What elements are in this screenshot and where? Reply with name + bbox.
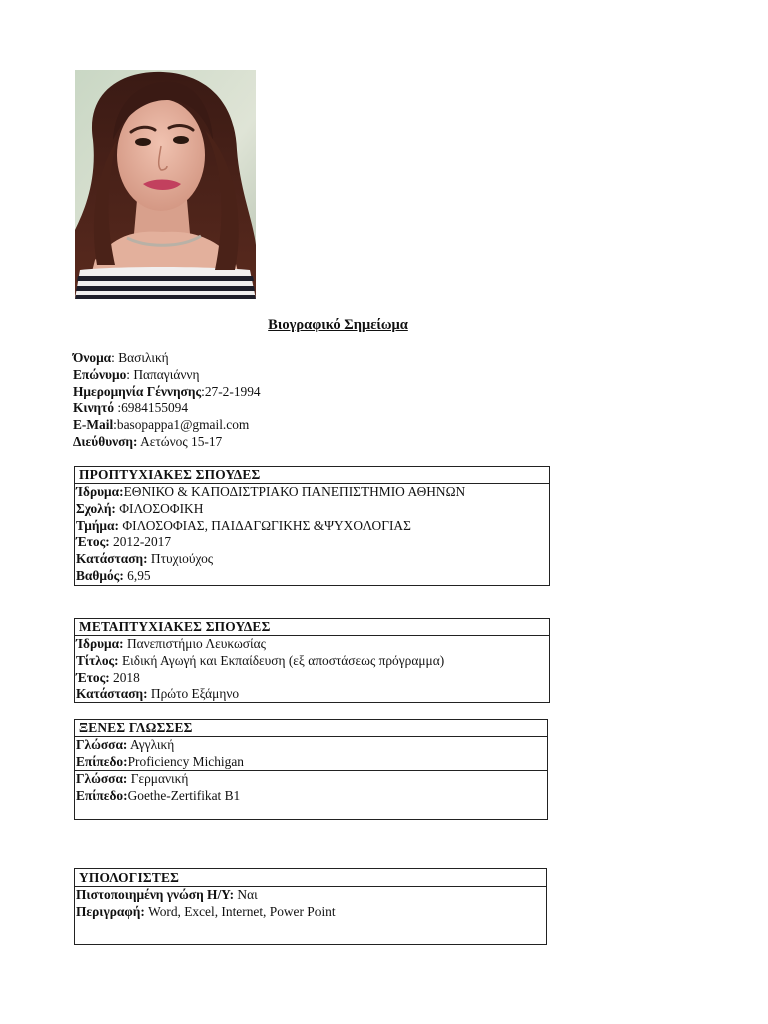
surname-label: Επώνυμο [73,366,127,382]
level-label: Επίπεδο: [76,753,128,769]
undergraduate-year-row [75,534,549,551]
undergraduate-grade-row [75,568,549,585]
birthdate-value: :27-2-1994 [201,383,261,399]
level-row [75,754,547,771]
language-row [75,771,547,788]
email-row [73,417,261,434]
languages-heading: ΞΕΝΕΣ ΓΛΩΣΣΕΣ [75,720,547,737]
surname-value: : Παπαγιάννη [126,366,200,382]
undergraduate-heading: ΠΡΟΠΤΥΧΙΑΚΕΣ ΣΠΟΥΔΕΣ [75,467,549,484]
description-label: Περιγραφή: [76,903,145,919]
school-value: ΦΙΛΟΣΟΦΙΚΗ [115,500,204,516]
level-label: Επίπεδο: [76,787,128,803]
birthdate-row [73,384,261,401]
department-value: ΦΙΛΟΣΟΦΙΑΣ, ΠΑΙΔΑΓΩΓΙΚΗΣ &ΨΥΧΟΛΟΓΙΑΣ [118,517,411,533]
email-value[interactable]: :basopappa1@gmail.com [113,417,250,433]
postgraduate-year-row [75,670,549,687]
certification-row [75,887,546,904]
undergraduate-studies-box [74,466,550,586]
languages-box [74,719,548,820]
undergraduate-department-row [75,518,549,535]
description-value: Word, Excel, Internet, Power Point [144,903,336,919]
level-value: Goethe-Zertifikat B1 [127,787,241,803]
address-label: Διεύθυνση: [73,433,138,449]
grade-label: Βαθμός: [76,567,124,583]
name-value: : Βασιλική [111,350,169,365]
language-label: Γλώσσα: [76,771,128,786]
language-value: Γερμανική [127,771,189,786]
postgraduate-status-row [75,686,549,703]
postgraduate-heading: ΜΕΤΑΠΤΥΧΙΑΚΕΣ ΣΠΟΥΔΕΣ [75,619,549,636]
postgraduate-institution-row [75,636,549,653]
certification-label: Πιστοποιημένη γνώση Η/Υ: [76,887,235,902]
status-label: Κατάσταση: [76,551,148,567]
name-label: Όνομα [73,350,112,365]
title-label: Τίτλος: [76,652,119,668]
grade-value: 6,95 [123,567,151,583]
level-value: Proficiency Michigan [127,753,244,769]
address-value: Αετώνος 15-17 [137,433,223,449]
document-title: Βιογραφικό Σημείωμα [268,317,408,333]
institution-value: Πανεπιστήμιο Λευκωσίας [123,636,266,651]
year-label: Έτος: [76,669,110,685]
mobile-row [73,400,261,417]
department-label: Τμήμα: [76,517,119,533]
computers-heading: ΥΠΟΛΟΓΙΣΤΕΣ [75,869,546,887]
undergraduate-school-row [75,501,549,518]
language-row [75,737,547,754]
language-value: Αγγλική [127,737,175,752]
level-row [75,788,547,805]
institution-label: Ίδρυμα: [76,484,124,499]
undergraduate-status-row [75,551,549,568]
undergraduate-institution-row [75,484,549,501]
personal-info [73,350,261,451]
status-label: Κατάσταση: [76,686,148,702]
postgraduate-title-row [75,653,549,670]
address-row [73,434,261,451]
mobile-label: Κινητό [73,400,115,416]
school-label: Σχολή: [76,500,116,516]
certification-value: Ναι [234,887,258,902]
profile-photo [75,70,256,299]
surname-row [73,367,261,384]
year-value: 2018 [109,669,140,685]
name-row [73,350,261,367]
year-value: 2012-2017 [109,534,172,550]
description-row [75,904,546,921]
institution-value: ΕΘΝΙΚΟ & ΚΑΠΟΔΙΣΤΡΙΑΚΟ ΠΑΝΕΠΙΣΤΗΜΙΟ ΑΘΗΝΩΝ [123,484,466,499]
birthdate-label: Ημερομηνία Γέννησης [73,383,202,399]
computers-box [74,868,547,945]
title-value: Ειδική Αγωγή και Εκπαίδευση (εξ αποστάσεως πρόγραμμα) [118,652,445,668]
language-entry [75,771,547,805]
status-value: Πτυχιούχος [147,551,214,567]
email-label: E-Mail [73,417,114,433]
language-label: Γλώσσα: [76,737,128,752]
year-label: Έτος: [76,534,110,550]
language-entry [75,737,547,771]
institution-label: Ίδρυμα: [76,636,124,651]
postgraduate-studies-box [74,618,550,703]
status-value: Πρώτο Εξάμηνο [147,686,240,702]
mobile-value: :6984155094 [114,400,189,416]
